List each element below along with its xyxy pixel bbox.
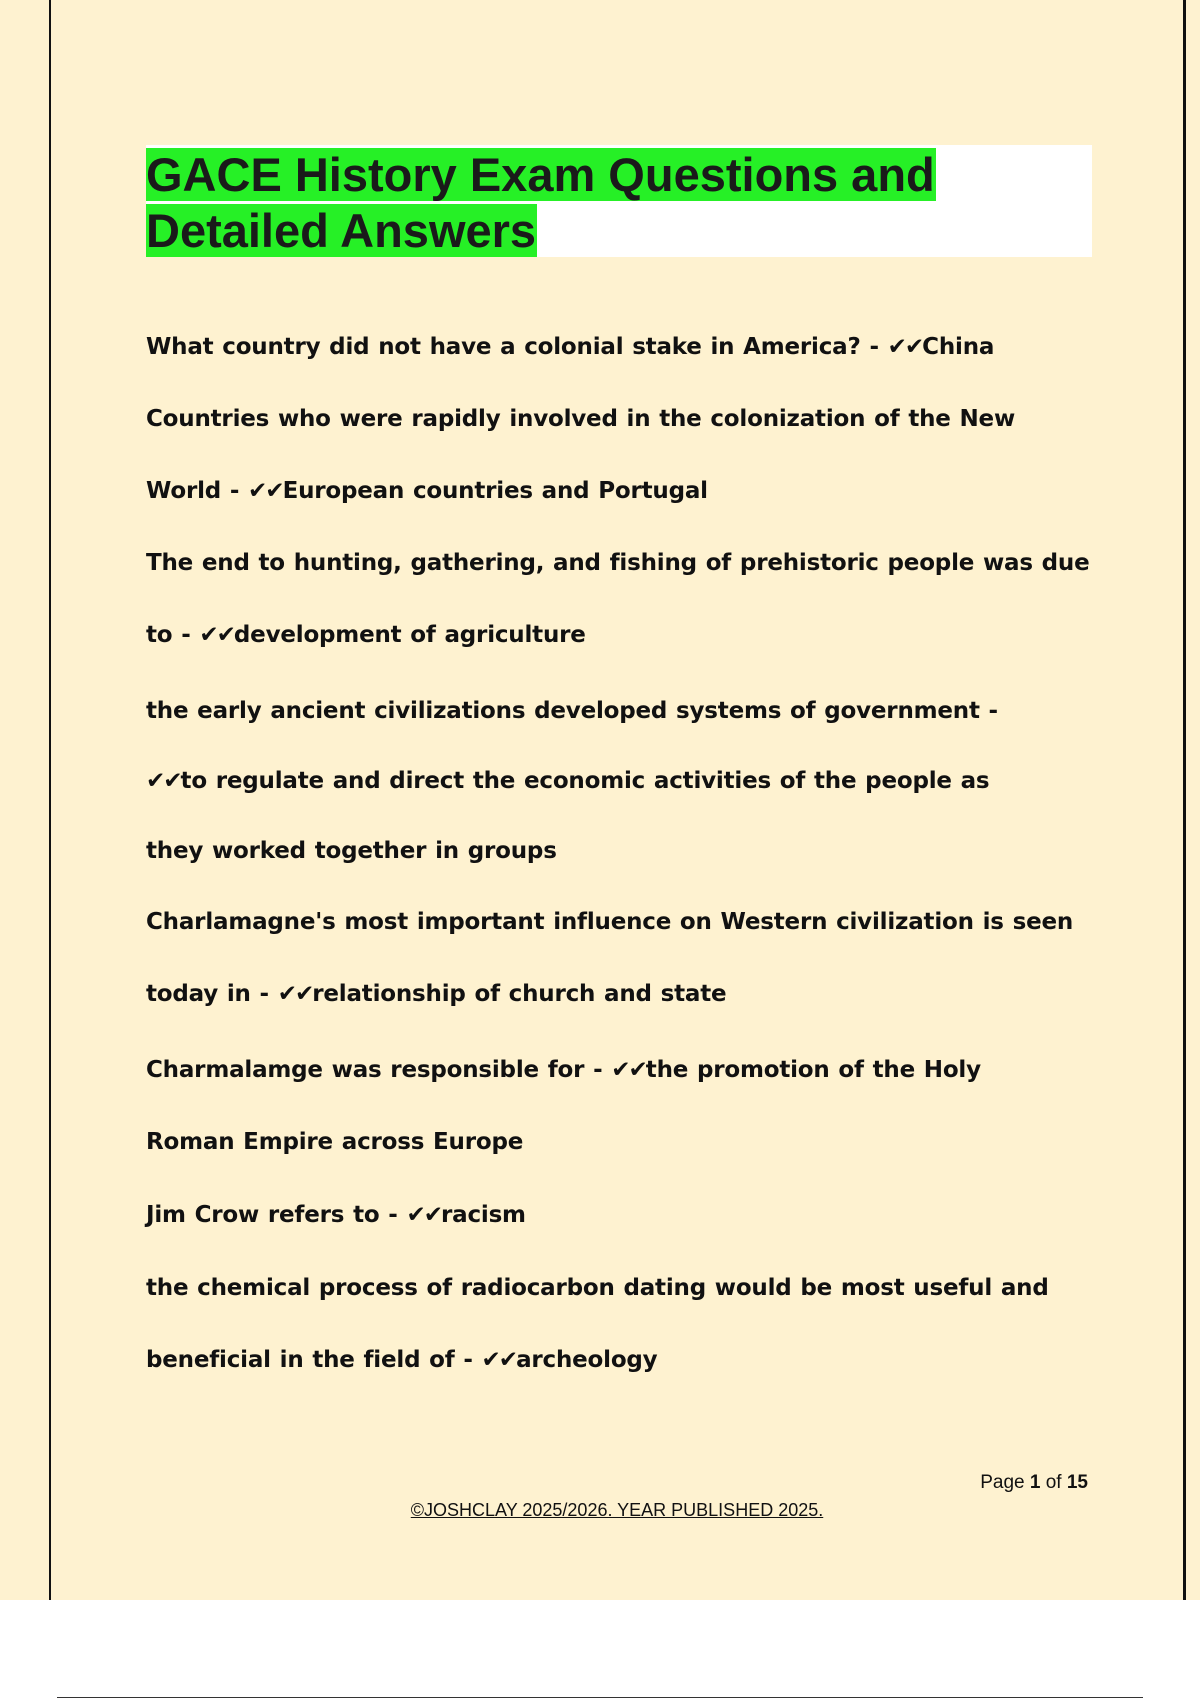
qa-item-5 [146,886,1096,1030]
page-of-label: of [1045,1472,1062,1493]
qa-item-7 [146,1179,1096,1251]
question-text: What country did not have a colonial stake in America? - [146,334,888,360]
double-check-icon: ✔✔ [248,478,283,504]
question-text: Countries who were rapidly involved in the colonization of the New World - [146,406,1016,504]
answer-text: racism [440,1202,526,1228]
double-check-icon: ✔✔ [887,334,923,360]
title-line-2: Detailed Answers [146,204,537,257]
title-line-1: GACE History Exam Questions and [146,148,935,201]
answer-text: China [922,334,995,360]
answer-text: European countries and Portugal [282,478,708,504]
question-text: the chemical process of radiocarbon dating would be most useful and beneficial in the field of - [146,1275,1049,1373]
qa-item-2 [146,383,1096,527]
double-check-icon: ✔✔ [146,768,181,794]
answer-text: relationship of church and state [312,981,727,1007]
document-title [146,147,1092,259]
page-label: Page [980,1472,1025,1493]
question-text: Jim Crow refers to - [146,1202,407,1228]
footer-divider [57,1697,1143,1698]
page-border-left [49,0,51,1600]
answer-text: to regulate and direct the economic activities of the people as they worked together in groups [146,768,990,864]
page-number [980,1472,1088,1494]
qa-item-4 [146,676,1016,886]
page-total: 15 [1066,1472,1088,1493]
qa-item-3 [146,527,1096,671]
question-text: The end to hunting, gathering, and fishing of prehistoric people was due to - [146,550,1090,648]
question-text: Charmalamge was responsible for - [146,1057,612,1083]
question-text: the early ancient civilizations developed systems of government - [146,698,998,724]
double-check-icon: ✔✔ [406,1202,441,1228]
double-check-icon: ✔✔ [481,1347,517,1373]
answer-text: archeology [516,1347,658,1373]
answer-text: development of agriculture [233,622,586,648]
page-border-right [1183,0,1186,1600]
qa-item-6 [146,1034,1016,1178]
copyright-notice: ©JOSHCLAY 2025/2026. YEAR PUBLISHED 2025. [410,1500,824,1520]
qa-item-8 [146,1252,1096,1396]
answer-text: the promotion of the Holy Roman Empire across Europe [146,1057,981,1155]
question-text: Charlamagne's most important influence on Western civilization is seen today in - [146,909,1074,1007]
page-current: 1 [1029,1472,1041,1493]
double-check-icon: ✔✔ [611,1057,646,1083]
double-check-icon: ✔✔ [277,981,313,1007]
double-check-icon: ✔✔ [199,622,234,648]
qa-item-1 [146,311,1096,383]
